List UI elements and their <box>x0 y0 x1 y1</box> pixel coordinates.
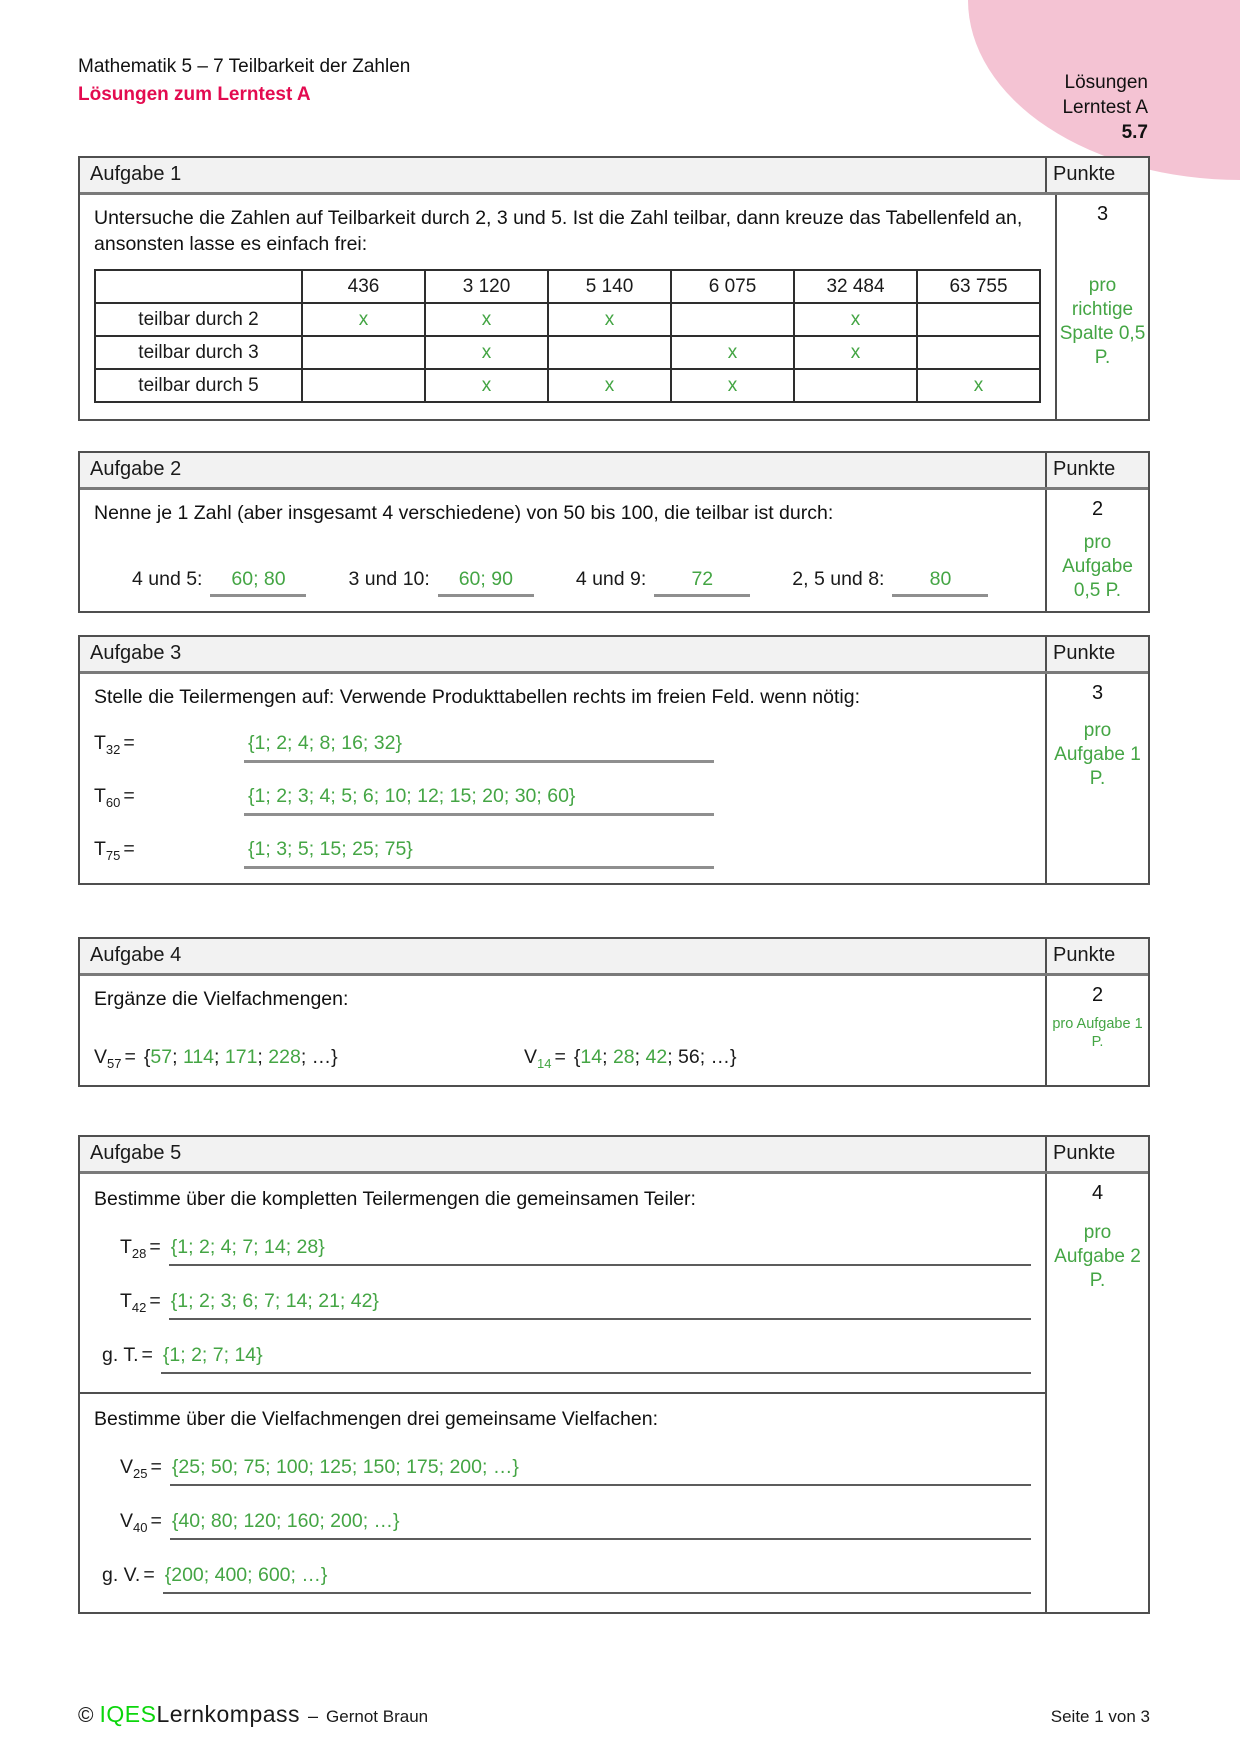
task-5-title: Aufgabe 5 <box>90 1141 182 1164</box>
set-label: $V_{25}$ = <box>120 1455 162 1481</box>
column-header: 3 120 <box>425 270 548 303</box>
author-name: Gernot Braun <box>326 1707 429 1726</box>
answer-field: {200; 400; 600; …} <box>163 1564 1031 1594</box>
task-3-instruction: Stelle die Teilermengen auf: Verwende Produkttabellen rechts im freien Feld. wenn nötig: <box>94 686 861 708</box>
answer-label: 4 und 9: <box>575 568 647 590</box>
check-cell <box>671 303 794 336</box>
document-footer <box>78 1701 1150 1728</box>
task-1-points-column <box>1055 195 1148 419</box>
check-cell: x <box>548 369 671 402</box>
points-header: Punkte <box>1045 453 1148 487</box>
set-label: g. T. = <box>102 1343 153 1366</box>
copyright-icon: © <box>78 1704 94 1727</box>
set-label: $T_{60}$ = <box>94 785 135 810</box>
check-cell <box>548 336 671 369</box>
task-5-part-1-instruction: Bestimme über die kompletten Teilermengen die gemeinsamen Teiler: <box>94 1187 696 1210</box>
answer-field: {1; 2; 3; 4; 5; 6; 10; 12; 15; 20; 30; 60} <box>244 785 714 816</box>
common-multiples-row <box>94 1564 1031 1594</box>
task-5-points-column <box>1045 1174 1148 1612</box>
points-value: 2 <box>1091 498 1104 520</box>
answer-field: 60; 80 <box>210 568 306 597</box>
table-row <box>95 303 1040 336</box>
task-3-points-column <box>1045 674 1148 883</box>
task-5-part-1 <box>80 1174 1045 1392</box>
answer-field: {1; 2; 3; 6; 7; 14; 21; 42} <box>169 1290 1031 1320</box>
multiples-row <box>94 1046 1031 1071</box>
divisor-set-row <box>94 1290 1031 1320</box>
corner-section-number: 5.7 <box>1121 122 1148 143</box>
answer-label: 4 und 5: <box>132 568 203 590</box>
task-2-points-column <box>1045 490 1148 611</box>
separator-dash: – <box>308 1706 319 1726</box>
set-label: $T_{28}$ = <box>120 1235 161 1261</box>
row-label: teilbar durch 2 <box>95 303 302 336</box>
check-cell <box>302 369 425 402</box>
check-cell: x <box>425 303 548 336</box>
corner-label <box>1062 70 1148 145</box>
answer-pair <box>348 568 533 597</box>
multiples-set-v57: $V_{57} = \{57$; 114; 171; 228; …} <box>94 1046 338 1071</box>
task-5 <box>78 1135 1150 1614</box>
divisibility-table <box>94 269 1041 403</box>
points-value: 4 <box>1091 1181 1104 1204</box>
multiples-set-row <box>94 1456 1031 1486</box>
corner-line-2: Lerntest A <box>1062 97 1148 118</box>
corner-line-1: Lösungen <box>1064 72 1148 93</box>
answer-label: 2, 5 und 8: <box>792 568 885 590</box>
points-note: pro richtige Spalte 0,5 P. <box>1059 275 1146 368</box>
check-cell: x <box>917 369 1040 402</box>
column-header: 63 755 <box>917 270 1040 303</box>
task-2-instruction: Nenne je 1 Zahl (aber insgesamt 4 verschiedene) von 50 bis 100, die teilbar ist durch: <box>94 502 834 524</box>
task-1-instruction: Untersuche die Zahlen auf Teilbarkeit durch 2, 3 und 5. Ist die Zahl teilbar, dann kreuze das Tabellenfeld an, ansonsten lasse es einfach frei: <box>94 207 1023 255</box>
task-2-title: Aufgabe 2 <box>90 458 182 480</box>
check-cell: x <box>671 336 794 369</box>
task-5-part-2 <box>80 1392 1045 1612</box>
set-label: $T_{32}$ = <box>94 732 135 757</box>
task-1-title: Aufgabe 1 <box>90 163 182 185</box>
divisor-set-row <box>94 1236 1031 1266</box>
points-value: 3 <box>1096 203 1109 225</box>
multiples-set-v14: $V_{14} = \{14$; 28; 42; 56; …} <box>524 1046 737 1071</box>
answer-field: 60; 90 <box>438 568 534 597</box>
column-header: 6 075 <box>671 270 794 303</box>
row-label: teilbar durch 3 <box>95 336 302 369</box>
divisor-set-row <box>94 838 1031 869</box>
course-title: Mathematik 5 – 7 Teilbarkeit der Zahlen <box>78 56 411 77</box>
answer-pair <box>792 568 988 597</box>
row-label: teilbar durch 5 <box>95 369 302 402</box>
answer-field: {40; 80; 120; 160; 200; …} <box>170 1510 1031 1540</box>
answer-field: {25; 50; 75; 100; 125; 150; 175; 200; …} <box>170 1456 1031 1486</box>
task-1-header <box>80 158 1148 195</box>
brand-iqes: IQES <box>99 1701 157 1727</box>
check-cell: x <box>794 303 917 336</box>
task-3-title: Aufgabe 3 <box>90 642 182 664</box>
iqes-logo <box>78 1701 428 1728</box>
set-label: $T_{75}$ = <box>94 838 135 863</box>
answer-pair <box>576 568 750 597</box>
document-title: Lösungen zum Lerntest A <box>78 84 311 105</box>
set-label: $T_{42}$ = <box>120 1289 161 1315</box>
points-note: pro Aufgabe 1 P. <box>1054 720 1141 789</box>
answer-field: {1; 3; 5; 15; 25; 75} <box>244 838 714 869</box>
divisor-set-row <box>94 785 1031 816</box>
points-header: Punkte <box>1045 637 1148 671</box>
check-cell: x <box>671 369 794 402</box>
empty-corner-cell <box>95 270 302 303</box>
check-cell: x <box>548 303 671 336</box>
column-header: 32 484 <box>794 270 917 303</box>
column-header: 5 140 <box>548 270 671 303</box>
task-3-header <box>80 637 1148 674</box>
points-header: Punkte <box>1045 1137 1148 1171</box>
check-cell: x <box>425 369 548 402</box>
set-label: g. V. = <box>102 1563 155 1586</box>
task-1 <box>78 156 1150 421</box>
page-number: Seite 1 von 3 <box>1050 1707 1150 1726</box>
table-header-row <box>95 270 1040 303</box>
multiples-set-row <box>94 1510 1031 1540</box>
task-4-header <box>80 939 1148 976</box>
check-cell <box>917 303 1040 336</box>
divisor-set-row <box>94 732 1031 763</box>
answer-field: {1; 2; 4; 7; 14; 28} <box>169 1236 1031 1266</box>
task-4 <box>78 937 1150 1087</box>
task-2-answers <box>132 568 1031 597</box>
answer-field: {1; 2; 4; 8; 16; 32} <box>244 732 714 763</box>
answer-field: {1; 2; 7; 14} <box>161 1344 1031 1374</box>
answer-field: 80 <box>892 568 988 597</box>
task-4-title: Aufgabe 4 <box>90 944 182 966</box>
check-cell: x <box>302 303 425 336</box>
points-value: 3 <box>1091 682 1104 704</box>
brand-lernkompass: Lernkompass <box>156 1701 301 1727</box>
answer-label: 3 und 10: <box>348 568 430 590</box>
points-header: Punkte <box>1045 158 1148 192</box>
task-2 <box>78 451 1150 613</box>
check-cell <box>794 369 917 402</box>
task-4-points-column <box>1045 976 1148 1085</box>
points-header: Punkte <box>1045 939 1148 973</box>
task-3 <box>78 635 1150 885</box>
points-value: 2 <box>1091 984 1104 1006</box>
document-header <box>0 0 1240 143</box>
check-cell: x <box>794 336 917 369</box>
task-5-header <box>80 1137 1148 1174</box>
answer-pair <box>132 568 306 597</box>
task-2-header <box>80 453 1148 490</box>
answer-field: 72 <box>654 568 750 597</box>
task-4-instruction: Ergänze die Vielfachmengen: <box>94 988 349 1010</box>
points-note: pro Aufgabe 0,5 P. <box>1062 532 1133 601</box>
column-header: 436 <box>302 270 425 303</box>
set-label: $V_{40}$ = <box>120 1509 162 1535</box>
check-cell <box>917 336 1040 369</box>
points-note: pro Aufgabe 2 P. <box>1054 1221 1141 1291</box>
common-divisors-row <box>94 1344 1031 1374</box>
task-5-part-2-instruction: Bestimme über die Vielfachmengen drei gemeinsame Vielfachen: <box>94 1407 659 1430</box>
points-note: pro Aufgabe 1 P. <box>1052 1016 1143 1050</box>
table-row <box>95 369 1040 402</box>
check-cell <box>302 336 425 369</box>
table-row <box>95 336 1040 369</box>
check-cell: x <box>425 336 548 369</box>
